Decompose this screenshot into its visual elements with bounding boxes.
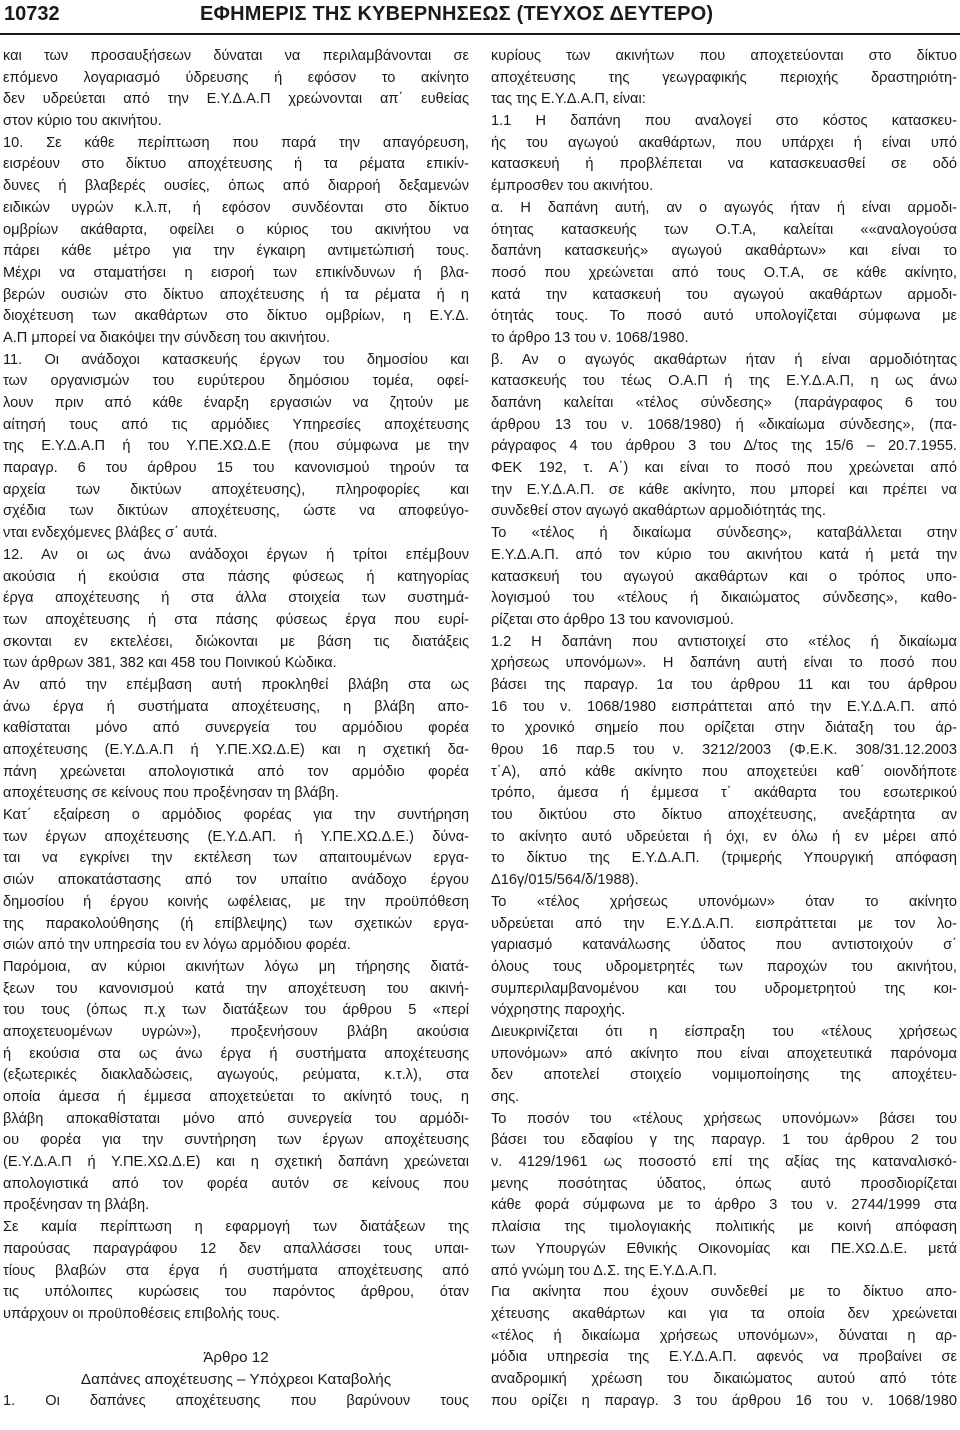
right-column-text-line: ρίζεται στο άρθρο 13 του κανονισμού. [491,611,734,628]
left-column-text-line: ή εκούσια στα ως άνω έργα ή συστήματα αποχέτευσης [3,1045,469,1062]
right-column-text-line: κατασκευής του τέως Ο.Α.Π ή της Ε.Υ.Δ.Α.Π, η ως άνω [491,373,957,390]
right-column-text-line: βάσει της παραγρ. 1α του άρθρου 11 και του άρθρου [491,676,957,693]
left-column-text-line: ου φορέα για την συντήρηση των έργων αποχέτευσης [3,1132,469,1149]
right-column-text-line: το άρθρο 13 του ν. 1068/1980. [491,329,689,346]
right-column-text-line: νόχρηστης παροχής. [491,1002,626,1019]
right-column-text-line: Το «τέλος ή δικαίωμα σύνδεσης», καταβάλλεται στην [491,525,957,542]
right-column-text-line: την Ε.Υ.Δ.Α.Π. σε κάθε ακίνητο, που μπορεί και πρέπει να [491,481,957,498]
left-column-text-line: εισρέουν στο δίκτυο αποχέτευσης ή τα ρέματα επικίν- [3,156,469,173]
right-column-text-line: «τέλος ή δικαίωμα χρήσεως υπονόμων», δύναται η αρ- [491,1327,957,1344]
right-column-text-line: του δικτύου στο δίκτυο αποχέτευσης, ανεξάρτητα αν [491,807,957,824]
left-column-text-line: απολογιστικά από τον φορέα αυτόν σε κείνους που [3,1175,469,1192]
left-column-text-line: αποχέτευσης σε κείνους που προξένησαν τη βλάβη. [3,785,339,802]
left-column-text-line: ακούσια ή εκούσια στα πάσης φύσεως ή κατηγορίας [3,568,469,585]
left-column-text-line: των άρθρων 381, 382 και 458 του Ποινικού Κώδικα. [3,655,337,672]
left-column-text-line: προξένησαν τη βλάβη. [3,1197,150,1214]
page-number: 10732 [4,3,60,25]
left-column-text-line: δημοσίου ή έργου κοινής ωφέλειας, με την προϋπόθεση [3,893,469,910]
right-column-text-line: μόδια υπηρεσία της Ε.Υ.Δ.Α.Π. αφενός να προβαίνει σε [491,1349,957,1366]
left-column-text-line: τίους βλαβών στα έργα ή συστήματα αποχέτευσης από [3,1262,469,1279]
left-column-text-line: σχέδια των δικτύων αποχέτευσης, ώστε να αποφεύγο- [3,503,469,520]
article-heading: Δαπάνες αποχέτευσης – Υπόχρεοι Καταβολής [80,1370,392,1388]
right-column-text-line: Ε.Υ.Δ.Α.Π. από τον κύριο του ακινήτου κατά ή μετά την [491,546,957,563]
right-column-text-line: κατασκευή ή προβλέπεται να κατασκευασθεί σε οδό [491,156,957,173]
left-column-text-line: σκονται εν εκτελέσει, διώκονται με βάση τις διατάξεις [3,633,469,650]
left-column-text-line: 10. Σε κάθε περίπτωση που παρά την απαγόρευση, [3,134,469,151]
left-column-text-line: παραγρ. 6 του άρθρου 15 του κανονισμού τηρούν τα [3,460,469,477]
left-column-text-line: αρχεία των δικτύων αποχέτευσης), πληροφορίες και [3,481,469,498]
right-column-text-line: 16 του ν. 1068/1980 εισπράττεται από την Ε.Υ.Δ.Α.Π. από [491,698,957,715]
right-column-text-line: ότητας κατασκευής των Ο.Τ.Α, καλείται ««αναλογούσα [491,221,957,238]
left-column-text-line: βερών ουσιών στο δίκτυο αποχέτευσης ή τα ρέματα ή η [3,286,469,303]
right-column-text-line: κατασκευή του αγωγού ακαθάρτων και ο τρόπος υπο- [491,568,957,585]
left-column-text-line: διοχέτευση των ακαθάρτων στο δίκτυο ομβρίων, η Ε.Υ.Δ. [3,308,469,325]
right-column-text-line: Για ακίνητα που έχουν συνδεθεί με το δίκτυο απο- [491,1284,957,1301]
left-column-text-line: δυνες ή βλαβερές ουσίες, όπως από διαρροή δεξαμενών [3,178,469,195]
right-column-text-line: όλους τους υδρομετρητές των παροχών του ακινήτου, [491,958,957,975]
right-column-text-line: μενης ποσότητας ύδατος, όπως αυτό προσδιορίζεται [491,1175,957,1192]
left-column-text-line: σιών από την υπηρεσία του εν λόγω αρμόδιου φορέα. [3,937,351,954]
right-column-text-line: λογισμού του «τέλους ή δικαιώματος σύνδεσης», καθο- [491,590,957,607]
right-column-text-line: αναδρομική χρέωση του δικαιώματος αυτού από τότε [491,1370,957,1387]
left-column-text-line: της παρακολούθησης (ή επίβλεψης) των σχετικών εργα- [3,915,469,932]
right-column-text-line: δαπάνη καλείται «τέλος σύνδεσης» (παράγραφος 6 του [491,395,957,411]
left-column-text-line: άνω έργα ή συστήματα αποχέτευσης, η βλάβη απο- [3,698,469,715]
right-column-text-line: το ακίνητο αυτό υδρεύεται ή όχι, εν όλω ή εν μέρει από [491,828,957,845]
right-column-text-line: πλαίσια της τιμολογιακής πολιτικής με κοινή απόφαση [491,1219,957,1236]
right-column-text-line: έμπροσθεν του ακινήτου. [491,178,654,195]
right-column-text-line: άρθρου 13 του ν. 1068/1980) ή «δικαίωμα σύνδεσης», (πα- [491,416,957,433]
left-column-text-line: ξεων του κανονισμού κατά την αποχέτευση του ακινή- [3,980,469,997]
right-column-text-line: 1.2 Η δαπάνη που αντιστοιχεί στο «τέλος ή δικαίωμα [491,633,957,650]
left-column-text-line: Κατ΄ εξαίρεση ο αρμόδιος φορέας για την συντήρηση [3,807,469,824]
right-column-text-line: ής του αγωγού ακαθάρτων, που υπάρχει ή είναι υπό [491,134,957,151]
right-column-text-line: δαπάνη κατασκευής» αγωγού ακαθάρτων» και είναι το [491,243,957,260]
article-heading: Άρθρο 12 [203,1349,269,1367]
right-column-text-line: κυρίους των ακινήτων που αποχετεύονται στο δίκτυο [491,48,957,64]
left-column-text-line: Σε καμία περίπτωση η εφαρμογή των διατάξεων της [3,1219,469,1236]
right-column-text-line: σης. [491,1089,520,1105]
right-column-text-line: το χρονικό σημείο που ορίζεται στην διάταξη του άρ- [491,720,957,737]
right-column-text-line: βάσει του εδαφίου γ της παραγρ. 1 του άρθρου 2 του [491,1132,957,1149]
left-column-text-line: πάνη χρεώνεται απολογιστικά από τον αρμόδιο φορέα [3,763,469,780]
right-column-text-line: Το ποσόν του «τέλους χρήσεως υπονόμων» βάσει του [491,1110,957,1127]
header-rule [0,33,960,35]
right-column-text-line: Το «τέλος χρήσεως υπονόμων» όταν το ακίνητο [491,893,957,910]
right-column-text-line: συνδεθεί στον αγωγό ακαθάρτων αρμοδιότητάς της. [491,503,826,520]
right-column-text-line: τρόπο, άμεσα ή έμμεσα τ΄ ακάθαρτα του εσωτερικού [491,785,957,802]
left-column-text-line: Α.Π μπορεί να διακόψει την σύνδεση του ακινήτου. [3,329,331,346]
right-column-text-line: από γνώμη του Δ.Σ. της Ε.Υ.Δ.Α.Π. [491,1262,717,1279]
gazette-title: ΕΦΗΜΕΡΙΣ ΤΗΣ ΚΥΒΕΡΝΗΣΕΩΣ (ΤΕΥΧΟΣ ΔΕΥΤΕΡΟ) [200,3,714,25]
left-column-text-line: Αν από την επέμβαση αυτή προκληθεί βλάβη στα ως [3,676,469,693]
left-column-text-line: ται να εγκρίνει την εκτέλεση των απαιτουμένων εργα- [3,850,469,867]
left-column-text-line: των οργανισμών του ευρύτερου δημόσιου τομέα, οφεί- [3,373,469,390]
left-column [3,46,469,1412]
left-column-text-line: 12. Αν οι ως άνω ανάδοχοι έργων ή τρίτοι επέμβουν [3,546,469,563]
left-column-text-line: Μέχρι να σταματήσει η εισροή των επικίνδυνων ή βλα- [3,264,469,281]
right-column-text-line: ποσό που χρεώνεται από τους Ο.Τ.Α, σε κάθε ακίνητο, [491,264,957,281]
left-column-text-line: των έργων αποχέτευσης (Ε.Υ.Δ.ΑΠ. ή Υ.ΠΕ.ΧΩ.Δ.Ε.) δύνα- [3,828,469,845]
left-column-text-line: του τους (όπως π.χ των διατάξεων του άρθρου 5 «περί [3,1002,469,1019]
right-column-text-line: υδρεύεται από την Ε.Υ.Δ.Α.Π. εισπράττεται με τον λο- [491,915,957,932]
right-column-text-line: αποχέτευσης της γεωγραφικής περιοχής δραστηριότη- [491,69,957,86]
left-column-text-line: και των προσαυξήσεων δύναται να περιλαμβάνονται σε [3,48,469,64]
left-column-text-line: ειδικών υγρών κ.λ.π, ή εφόσον συνδέονται στο δίκτυο [3,199,469,216]
left-column-text-line: Παρόμοια, αν κύριοι ακινήτων λόγω μη τήρησης διατά- [3,958,469,975]
left-column-text-line: παρούσας παραγράφου 12 δεν απαλλάσσει τους υπαι- [3,1240,469,1257]
left-column-text-line: ομβρίων ακάθαρτα, οφείλει ο κύριος του ακινήτου να [3,221,469,238]
right-column-text-line: γαριασμό κατανάλωσης ύδατος που αντιστοιχούν σ΄ [491,937,957,954]
right-column-text-line: τας της Ε.Υ.Δ.Α.Π, είναι: [491,91,646,108]
right-column-text-line: θρου 16 παρ.5 του ν. 3212/2003 (Φ.Ε.Κ. 308/31.12.2003 [491,742,957,758]
left-column-text-line: 1. Οι δαπάνες αποχέτευσης που βαρύνουν τους [3,1392,469,1409]
right-column-text-line: ν. 4129/1961 ως ποσοστό επί της αξίας της καταναλισκό- [491,1154,957,1171]
right-column-text-line: β. Αν ο αγωγός ακαθάρτων ήταν ή είναι αρμοδιότητας [491,351,957,368]
right-column-text-line: τ΄Α), από κάθε ακίνητο που αποχετεύει καθ΄ οιονδήποτε [491,763,957,780]
left-column-text-line: νται ενδεχόμενες βλάβες σ΄ αυτά. [3,525,218,542]
right-column-text-line: κατά την κατασκευή του αγωγού ακαθάρτων αρμοδι- [491,286,957,303]
right-column-text-line: ΦΕΚ 192, τ. Α΄) και είναι το ποσό που χρεώνεται από [491,460,957,477]
right-column-text-line: χρήσεως υπονόμων». Η δαπάνη αυτή είναι το ποσό που [491,655,957,672]
left-column-text-line: αποχέτευσης (Ε.Υ.Δ.Α.Π ή Υ.ΠΕ.ΧΩ.Δ.Ε) και η σχετική δα- [3,742,469,758]
right-column [491,46,957,1412]
left-column-text-line: πάρει κάθε μέτρο για την έγκαιρη αντιμετώπισή τους. [3,243,469,260]
left-column-text-line: αίτησή τους από τις αρμόδιες Υπηρεσίες αποχέτευσης [3,416,469,433]
right-column-text-line: 1.1 Η δαπάνη που αναλογεί στο κόστος κατασκευ- [491,113,957,130]
page-header [0,0,960,36]
right-column-text-line: α. Η δαπάνη αυτή, αν ο αγωγός ήταν ή είναι αρμοδι- [491,199,957,216]
right-column-text-line: χέτευσης ακαθάρτων και για τα οποία δεν χρεώνεται [491,1305,957,1322]
right-column-text-line: κάθε φορά σύμφωνα με το άρθρο 3 του ν. 2744/1999 στα [491,1197,957,1214]
left-column-text-line: καθίσταται μόνο από συνεργεία του αρμόδιου φορέα [3,720,469,737]
left-column-text-line: υπάρχουν οι προϋποθέσεις επιβολής τους. [3,1305,280,1322]
left-column-text-line [3,1326,469,1348]
left-column-text-line: επόμενο λογαριασμό ύδρευσης ή εφόσον το ακίνητο [3,69,469,86]
right-column-text-line: δεν αποτελεί στοιχείο νομιμοποίησης της αποχέτευ- [491,1067,957,1084]
left-column-text-line: 11. Οι ανάδοχοι κατασκευής έργων του δημοσίου και [3,351,469,368]
left-column-text-line: λουν πριν από κάθε έναρξη εργασιών να ζητούν με [3,395,469,411]
left-column-text-line: δεν υδρεύεται από την Ε.Υ.Δ.Α.Π χρεώνονται απ΄ ευθείας [3,91,469,108]
left-column-text-line: αποχετευομένων υγρών»), προξενήσουν βλάβη ακούσια [3,1023,469,1040]
right-column-text-line: που ορίζει η παραγρ. 3 του άρθρου 16 του ν. 1068/1980 [491,1392,957,1409]
right-column-text-line: το δίκτυο της Ε.Υ.Δ.Α.Π. (τριμερής Υπουργική απόφαση [491,850,957,867]
left-column-text-line: (εξωτερικές διακλαδώσεις, αγωγούς, ρεύματα, κ.τ.λ), στα [3,1067,469,1084]
right-column-text-line: ράγραφος 4 του άρθρου 3 του Δ/τος της 15/6 – 20.7.1955. [491,438,957,455]
right-column-text-line: Δ16γ/015/564/δ/1988). [491,872,639,889]
right-column-text-line: Διευκρινίζεται ότι η είσπραξη του «τέλους χρήσεως [491,1023,957,1040]
left-column-text-line: βλάβη αποκαθίσταται μόνο από συνεργεία του αρμόδι- [3,1110,469,1127]
left-column-text-line: έργα αποχέτευσης ή στα άλλα στοιχεία των συστημά- [3,590,469,607]
left-column-text-line: (Ε.Υ.Δ.Α.Π ή Υ.ΠΕ.ΧΩ.Δ.Ε) και η σχετική δαπάνη χρεώνεται [3,1154,469,1171]
left-column-text-line: των αποχέτευσης ή στα πάσης φύσεως έργα που ευρί- [3,611,469,628]
left-column-text-line: οποία άμεσα ή έμμεσα αποχετεύεται το ακίνητό τους, η [3,1089,469,1105]
left-column-text-line: της Ε.Υ.Δ.Α.Π ή του Υ.ΠΕ.ΧΩ.Δ.Ε (που σύμφωνα με την [3,438,469,455]
left-column-text-line: στον κύριο του ακινήτου. [3,113,162,130]
right-column-text-line: υπονόμων» από ακίνητο που είναι αποχετευτικά παρόνομα [491,1045,957,1062]
right-column-text-line: συμπεριλαμβανομένου και του υδρομετρητού της κοι- [491,980,957,997]
right-column-text-line: ότητάς τους. Το ποσό αυτό υπολογίζεται σύμφωνα με [491,308,957,325]
left-column-text-line: σιών αποκατάστασης από τον υπαίτιο ανάδοχο έργου [3,872,469,889]
right-column-text-line: των Υπουργών Εθνικής Οικονομίας και ΠΕ.ΧΩ.Δ.Ε. μετά [491,1240,957,1257]
left-column-text-line: τις υπόλοιπες κυρώσεις του παρόντος άρθρου, όταν [3,1284,469,1301]
